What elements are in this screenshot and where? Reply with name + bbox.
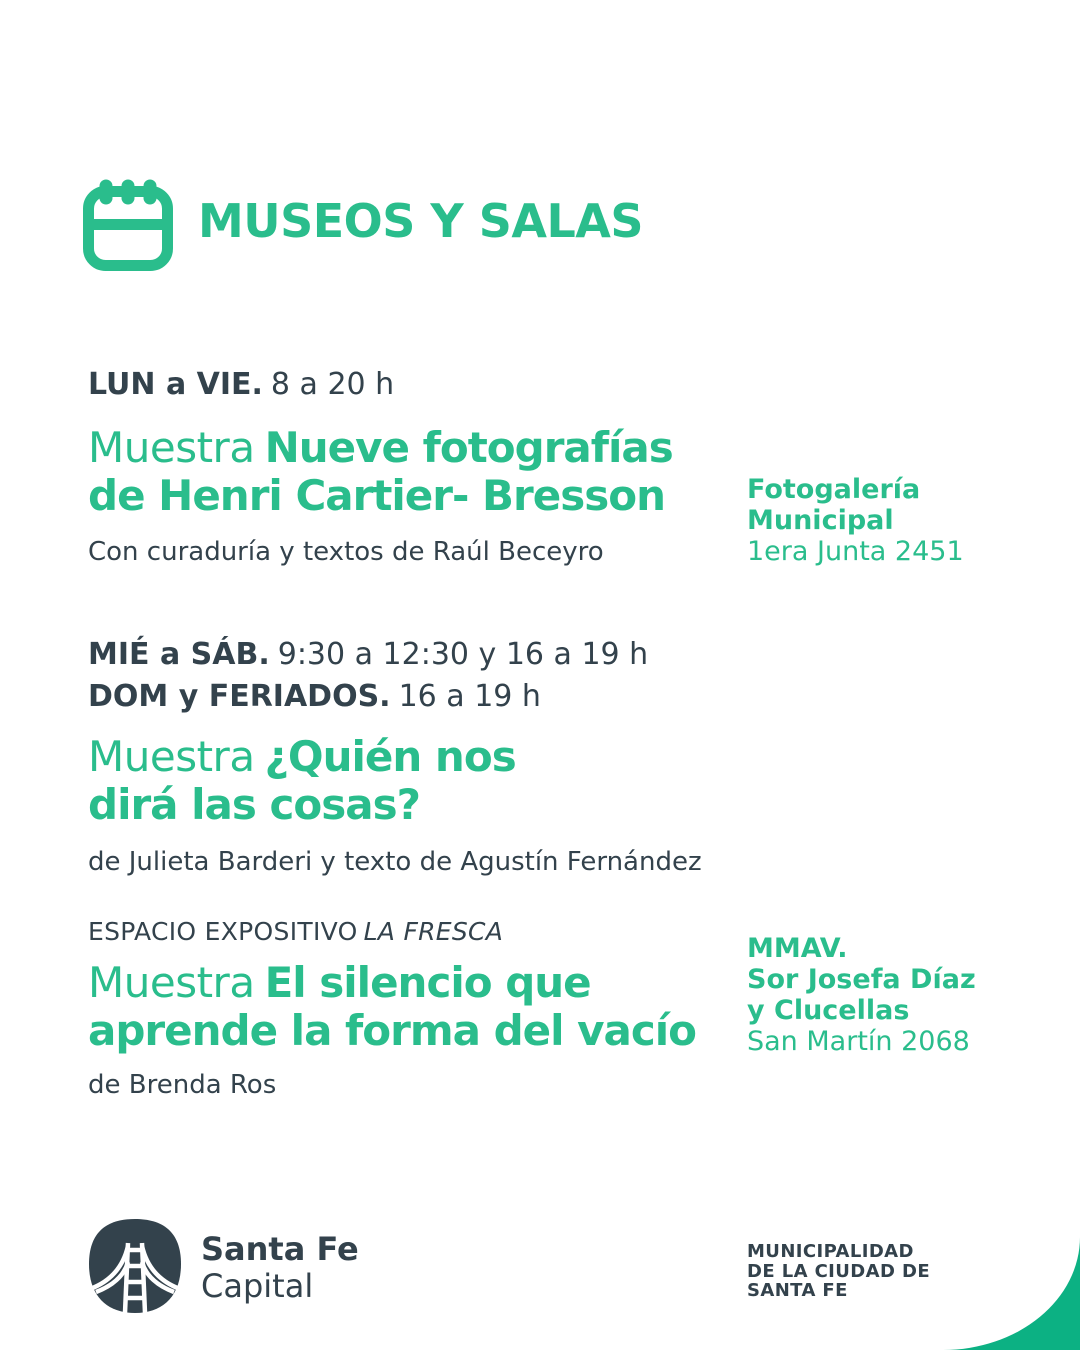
venue-2-name-line-3: y Clucellas [747,995,910,1026]
event-3-space [88,916,503,947]
municipality-line-2: DE LA CIUDAD DE [747,1260,931,1282]
event-1-label: Muestra [88,423,255,472]
event-1-hours: 8 a 20 h [270,367,395,402]
venue-1-address: 1era Junta 2451 [747,536,964,567]
event-3-credit: de Brenda Ros [88,1070,277,1100]
municipality-line-3: SANTA FE [747,1280,848,1301]
event-3-title-line-1: El silencio que [264,958,591,1007]
event-3-title-line-2: aprende la forma del vacío [88,1006,697,1055]
event-3-space-name: LA FRESCA [363,917,504,946]
event-2-title-line-1: ¿Quién nos [264,732,516,781]
calendar-icon [82,178,174,272]
event-3-venue [747,933,976,1057]
event-1-title-line-1: Nueve fotografías [264,423,673,472]
event-3-space-label: ESPACIO EXPOSITIVO [88,917,358,946]
event-2-credit: de Julieta Barderi y texto de Agustín Fernández [88,847,702,877]
event-1-title [88,424,673,520]
brand-line-2: Capital [201,1267,314,1305]
event-2-title [88,733,516,829]
event-1-title-line-2: de Henri Cartier- Bresson [88,471,666,520]
venue-1-name-line-2: Municipal [747,505,894,536]
bridge-icon [85,1216,185,1316]
event-2-hours-1: 9:30 a 12:30 y 16 a 19 h [277,637,649,672]
brand-line-1: Santa Fe [201,1230,359,1268]
event-2-schedule [88,634,648,718]
venue-2-name-line-2: Sor Josefa Díaz [747,964,976,995]
event-1-credit: Con curaduría y textos de Raúl Beceyro [88,537,604,567]
event-1-schedule [88,364,394,406]
brand-name [201,1231,359,1305]
municipality-line-1: MUNICIPALIDAD [747,1241,914,1262]
page-title: MUSEOS Y SALAS [198,194,644,248]
event-3-title [88,959,696,1055]
event-1-days: LUN a VIE. [88,367,263,402]
event-2-days-1: MIÉ a SÁB. [88,637,270,672]
venue-1-name-line-1: Fotogalería [747,474,921,505]
event-3-label: Muestra [88,958,255,1007]
event-2-label: Muestra [88,732,255,781]
venue-2-name-line-1: MMAV. [747,933,848,964]
corner-accent-shape [943,1237,1080,1350]
municipality-text [747,1242,930,1301]
venue-2-address: San Martín 2068 [747,1026,970,1057]
event-2-title-line-2: dirá las cosas? [88,780,420,829]
event-2-hours-2: 16 a 19 h [398,679,541,714]
event-1-venue [747,474,964,567]
event-2-days-2: DOM y FERIADOS. [88,679,391,714]
